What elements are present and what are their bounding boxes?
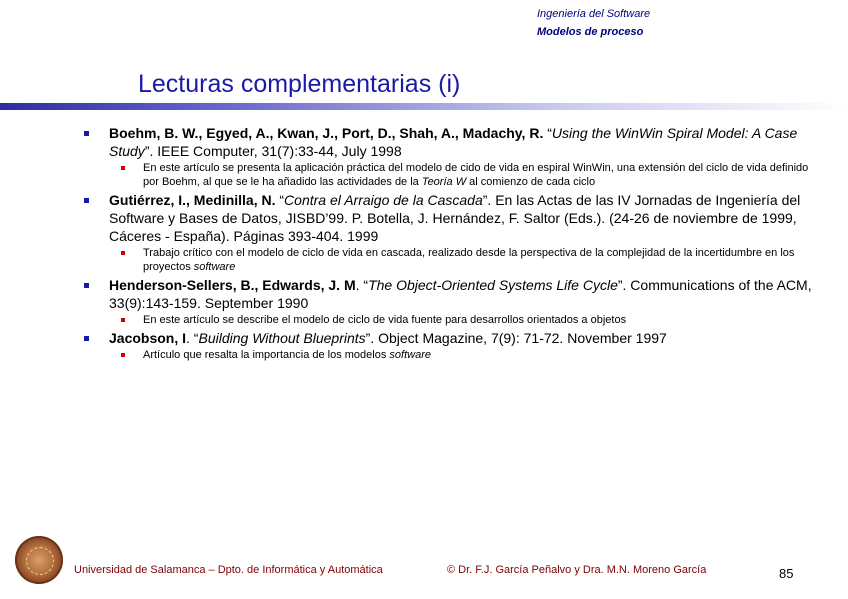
reading-title: Using the WinWin Spiral Model: A Case Study	[109, 125, 798, 159]
reading-source: ”. IEEE Computer, 31(7):33-44, July 1998	[144, 143, 402, 159]
reading-note	[84, 348, 824, 362]
reading-authors: Boehm, B. W., Egyed, A., Kwan, J., Port, D., Shah, A., Madachy, R.	[109, 125, 544, 141]
sub-bullet-icon	[121, 353, 125, 357]
note-italic: software	[193, 261, 236, 273]
note-text: Artículo que resalta la importancia de los modelos	[143, 349, 390, 361]
reading-item	[84, 124, 824, 160]
reading-quote: “	[275, 192, 285, 208]
note-italic: software	[389, 349, 431, 361]
note-text: En este artículo se describe el modelo de ciclo de vida fuente para desarrollos orientados a objetos	[143, 314, 627, 326]
title-underline	[0, 103, 848, 110]
reading-quote: . “	[186, 330, 199, 346]
university-seal-icon	[15, 536, 63, 584]
reading-quote: . “	[355, 277, 369, 293]
bullet-icon	[84, 131, 89, 136]
reading-source: ”. Object Magazine, 7(9): 71-72. November 1997	[365, 330, 667, 346]
note-text: Trabajo crítico con el modelo de ciclo de vida en cascada, realizado desde la perspectiva de la complejidad de la incertidumbre en los proyectos	[143, 247, 795, 273]
sub-bullet-icon	[121, 251, 125, 255]
bullet-icon	[84, 198, 89, 203]
reading-authors: Jacobson, I	[109, 330, 187, 346]
reading-authors: Henderson-Sellers, B., Edwards, J. M	[109, 277, 356, 293]
reading-authors: Gutiérrez, I., Medinilla, N.	[109, 192, 276, 208]
slide-title: Lecturas complementarias (i)	[138, 70, 461, 98]
sub-bullet-icon	[121, 318, 125, 322]
reading-note	[84, 161, 824, 189]
reading-list	[84, 124, 824, 364]
reading-source: ”. En las Actas de las IV Jornadas de Ingeniería del Software y Bases de Datos, JISBD’99. P. Botella, J. Hernández, F. Saltor (Eds.). (24-26 de noviembre de 1999, Cáceres - España). Páginas 393-404. 1999	[109, 192, 801, 244]
header-course: Ingeniería del Software	[537, 8, 651, 20]
bullet-icon	[84, 336, 89, 341]
reading-note	[84, 313, 824, 327]
reading-title: Contra el Arraigo de la Cascada	[284, 192, 483, 208]
bullet-icon	[84, 283, 89, 288]
reading-quote: “	[543, 125, 552, 141]
footer-copyright: © Dr. F.J. García Peñalvo y Dra. M.N. Moreno García	[447, 564, 707, 576]
note-after: al comienzo de cada ciclo	[466, 176, 596, 188]
reading-note	[84, 246, 824, 274]
reading-item	[84, 191, 824, 245]
header-topic: Modelos de proceso	[537, 26, 644, 38]
reading-item	[84, 276, 824, 312]
page-number: 85	[779, 566, 794, 581]
reading-item	[84, 329, 824, 347]
reading-title: Building Without Blueprints	[198, 330, 366, 346]
footer-institution: Universidad de Salamanca – Dpto. de Informática y Automática	[74, 564, 383, 576]
reading-title: The Object-Oriented Systems Life Cycle	[368, 277, 618, 293]
note-text: En este artículo se presenta la aplicación práctica del modelo de cido de vida en espiral WinWin, una extensión del ciclo de vida definido por Boehm, al que se le ha añadido las actividades de la	[143, 162, 809, 188]
sub-bullet-icon	[121, 166, 125, 170]
note-italic: Teoría W	[421, 176, 467, 188]
reading-source: ”. Communications of the ACM, 33(9):143-159. September 1990	[109, 277, 812, 311]
